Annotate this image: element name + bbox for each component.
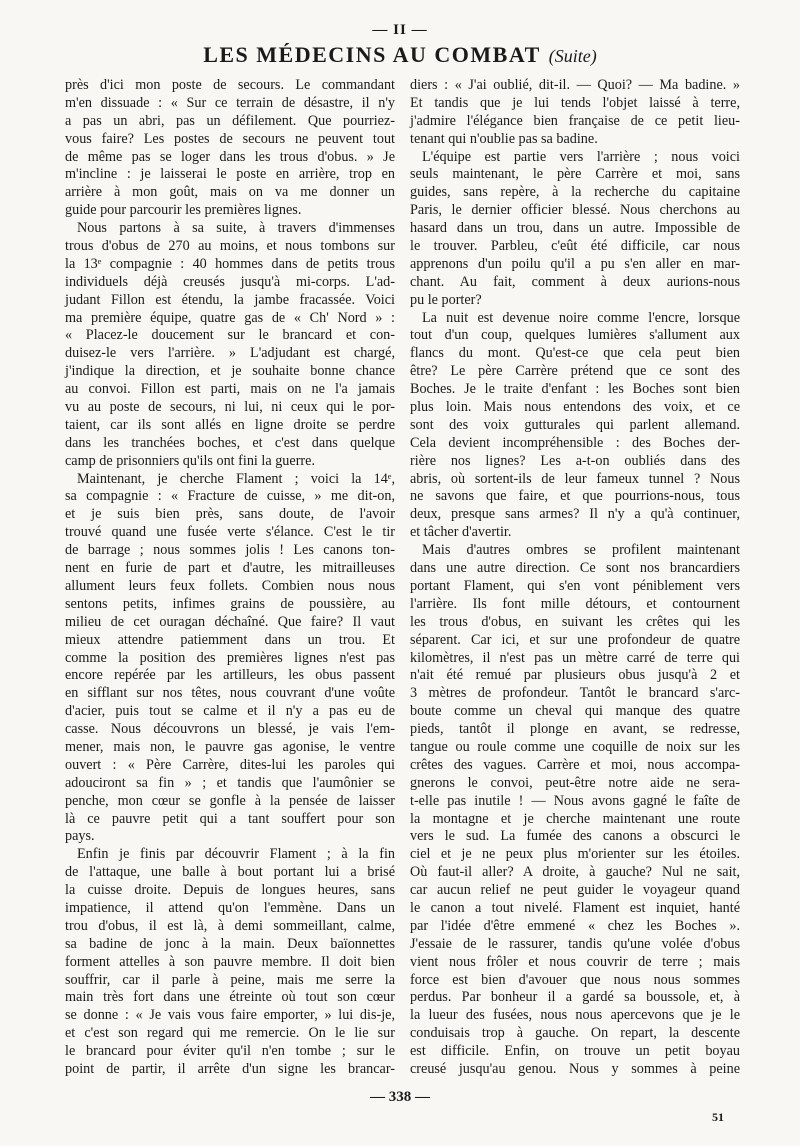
text-line: L'équipe est partie vers l'arrière ; nous voici: [422, 148, 740, 165]
text-line: portant Flament, qui s'en vont péniblement vers: [410, 577, 740, 594]
text-line: trouvé quand une fusée verte s'élance. C'est le tir: [65, 524, 395, 541]
text-column-right: [410, 77, 740, 1079]
text-line: et tâcher d'avertir.: [410, 524, 512, 541]
text-line: chant. Au fait, comment à deux aurions-nous: [410, 273, 740, 290]
printer-signature-mark: 51: [712, 1110, 724, 1124]
text-line: 3 mètres de profondeur. Tantôt le brancard s'arc-: [410, 685, 740, 702]
text-line: en sifflant sur nos têtes, nous couvrant d'une voûte: [65, 685, 395, 702]
text-line: deux, presque sans armes? Il n'y a qu'à continuer,: [410, 506, 740, 523]
text-line: Où faut-il aller? A droite, à gauche? Nul ne sait,: [410, 864, 740, 881]
text-line: J'essaie de le rassurer, tandis qu'une volée d'obus: [410, 935, 740, 952]
text-line: trou d'obus, il est là, à demi sommeillant, calme,: [65, 917, 395, 934]
text-line: adouciront sa fin » ; et tandis que l'aumônier se: [65, 774, 395, 791]
text-line: sa compagnie : « Fracture de cuisse, » me dit-on,: [65, 488, 395, 505]
text-line: dans une autre direction. Ce sont nos brancardiers: [410, 560, 740, 577]
page-number: — 338 —: [370, 1089, 430, 1105]
text-line: est difficile. Enfin, on trouve un petit boyau: [410, 1043, 740, 1060]
text-line: vient nous frôler et nous couvrir de terre ; mais: [410, 953, 740, 970]
article-title-suffix: (Suite): [548, 46, 597, 66]
text-line: arrière à mon goût, mais on va me donner un: [65, 184, 395, 201]
paragraph: [410, 149, 740, 310]
text-line: t-elle pas inutile ! — Nous avons gagné le faîte de: [410, 792, 740, 809]
text-line: m'incline : je laisserai le poste en arrière, trop en: [65, 166, 395, 183]
text-line: nent en furie de part et d'autre, les mitrailleuses: [65, 560, 395, 577]
paragraph: [410, 77, 740, 149]
paragraph: [410, 542, 740, 1079]
text-line: allument leurs feux follets. Combien nous nous: [65, 577, 395, 594]
text-line: vous faire? Les postes de secours ne peuvent tout: [65, 130, 395, 147]
article-title-text: LES MÉDECINS AU COMBAT: [203, 42, 541, 67]
text-line: pu le porter?: [410, 291, 482, 308]
text-line: de même pas se loger dans les trous d'obus. » Je: [65, 148, 395, 165]
section-folio: — II —: [372, 22, 428, 38]
text-line: au convoi. Fillon est parti, mais on ne l'a jamais: [65, 381, 395, 398]
text-line: de l'attaque, une balle à bout portant lui a brisé: [65, 864, 395, 881]
text-line: la lueur des fusées, nous nous apercevons que je le: [410, 1007, 740, 1024]
text-line: trous d'obus de 270 au moins, et nous tombons sur: [65, 238, 395, 255]
text-line: point de partir, il arrête d'un signe les brancar-: [65, 1060, 395, 1077]
text-line: kilomètres, il n'est pas un mètre carré de terre qui: [410, 649, 740, 666]
text-line: encore repérée par les artilleurs, les obus passent: [65, 667, 395, 684]
text-line: et je suis bien près, sans doute, de l'avoir: [65, 506, 395, 523]
text-line: taient, car ils sont allés en ligne droite se perdre: [65, 416, 395, 433]
text-line: Enfin je finis par découvrir Flament ; à la fin: [77, 846, 395, 863]
text-line: tangue ou roule comme une coquille de noix sur les: [410, 738, 740, 755]
text-line: milieu de cet ouragan déchaîné. Que faire? Il vaut: [65, 613, 395, 630]
text-line: mieux attendre patiemment dans un trou. Et: [65, 631, 395, 648]
text-line: impatience, il attend qu'on l'emmène. Dans un: [65, 899, 395, 916]
text-line: les trous d'obus, en suivant les crêtes qui les: [410, 613, 740, 630]
text-line: forment attelles à son pauvre membre. Il doit bien: [65, 953, 395, 970]
text-line: d'acier, puis tout se calme et il n'y a pas eu de: [65, 703, 395, 720]
text-line: ouvert : « Père Carrère, dites-lui les paroles qui: [65, 756, 395, 773]
text-line: souffrir, car il parle à peine, mais me serre la: [65, 971, 395, 988]
text-line: Et tandis que je lui tends l'objet laissé à terre,: [410, 94, 740, 111]
text-line: pays.: [65, 828, 95, 845]
text-line: car aucun relief ne peut guider le voyageur quand: [410, 882, 740, 899]
text-line: apprenons d'un poilu qu'il a pu s'en aller en mar-: [410, 255, 740, 272]
text-line: par l'idée d'être emmené « chez les Boches ».: [410, 917, 740, 934]
text-line: camp de prisonniers qu'ils ont fini la guerre.: [65, 452, 315, 469]
text-line: Cela devient incompréhensible : des Boches der-: [410, 434, 740, 451]
text-line: force est bien d'avouer que nous nous sommes: [410, 971, 740, 988]
text-line: boute comme un cheval qui manque des quatre: [410, 703, 740, 720]
text-line: le trouver. Parbleu, c'eût été difficile, car nous: [410, 238, 740, 255]
text-line: m'en dissuade : « Sur ce terrain de désastre, il n'y: [65, 94, 395, 111]
text-line: Mais d'autres ombres se profilent maintenant: [422, 542, 740, 559]
text-line: vers le sud. La fumée des canons a obscurci le: [410, 828, 740, 845]
text-line: ciel et je ne peux plus m'orienter sur les étoiles.: [410, 846, 740, 863]
text-line: perdus. Par bonheur il a gardé sa boussole, et, à: [410, 989, 740, 1006]
text-line: abris, où sortent-ils de leur fameux tunnel ? Nous: [410, 470, 740, 487]
text-line: dans les tranchées boches, et c'est dans quelque: [65, 434, 395, 451]
text-line: guides, sans repère, à la recherche du capitaine: [410, 184, 740, 201]
text-line: gnerons le convoi, peut-être notre aide ne sera-: [410, 774, 740, 791]
text-line: plus loin. Mais nous entendons des voix, et ce: [410, 399, 740, 416]
paragraph: [65, 220, 395, 470]
text-line: Maintenant, je cherche Flament ; voici la 14ᵉ,: [77, 470, 395, 487]
text-line: guide pour parcourir les premières lignes.: [65, 202, 302, 219]
text-line: comme la position des premières lignes n'est pas: [65, 649, 395, 666]
paragraph: [65, 77, 395, 220]
text-line: séparent. Car ici, et sur une profondeur de quatre: [410, 631, 740, 648]
text-line: sentons petits, infimes grains de poussière, au: [65, 595, 395, 612]
text-line: a pas un abri, pas un défilement. Que pourriez-: [65, 112, 395, 129]
paragraph: [410, 310, 740, 543]
text-line: j'admire l'élégance bien française de ce petit lieu-: [410, 112, 740, 129]
paragraph: [65, 846, 395, 1079]
text-line: être? Le père Carrère prétend que ce sont des: [410, 363, 740, 380]
text-line: Nous partons à sa suite, à travers d'immenses: [77, 220, 395, 237]
text-line: « Placez-le doucement sur le brancard et con-: [65, 327, 395, 344]
text-line: sont des voix gutturales qui parlent allemand.: [410, 416, 740, 433]
text-line: ne savons que faire, et que pourrions-nous, tous: [410, 488, 740, 505]
text-line: ma première équipe, quatre gas de « Ch' Nord » :: [65, 309, 395, 326]
text-line: mener, mais non, le pauvre gas agonise, le ventre: [65, 738, 395, 755]
text-column-left: [65, 77, 395, 1079]
text-line: là ce pauvre petit qui a tant souffert pour son: [65, 810, 395, 827]
text-line: seuls maintenant, le père Carrère et moi, sans: [410, 166, 740, 183]
text-line: judant Fillon est étendu, la jambe fracassée. Voici: [65, 291, 395, 308]
text-line: individuels déjà creusés jusqu'à mi-corps. L'ad-: [65, 273, 395, 290]
text-line: casse. Nous découvrons un blessé, je vais l'em-: [65, 721, 395, 738]
text-line: et c'est son regard qui me remercie. On le lie sur: [65, 1025, 395, 1042]
text-line: Paris, le dernier officier blessé. Nous cherchons au: [410, 202, 740, 219]
text-line: diers : « J'ai oublié, dit-il. — Quoi? — Ma badine. »: [410, 77, 740, 93]
text-line: j'indique la direction, et je souhaite bonne chance: [65, 363, 395, 380]
text-line: le canon a tout nivelé. Flament est inquiet, hanté: [410, 899, 740, 916]
text-line: main très fort dans une étreinte où tout son cœur: [65, 989, 395, 1006]
text-line: sa badine de jonc à la main. Deux baïonnettes: [65, 935, 395, 952]
paragraph: [65, 471, 395, 847]
text-line: creusé jusqu'au genou. Nous y sommes à peine: [410, 1060, 740, 1077]
text-line: la montagne et je cherche maintenant une route: [410, 810, 740, 827]
text-line: La nuit est devenue noire comme l'encre, lorsque: [422, 309, 740, 326]
text-line: la 13ᵉ compagnie : 40 hommes dans de petits trous: [65, 255, 395, 272]
text-line: près d'ici mon poste de secours. Le commandant: [65, 77, 395, 93]
text-line: l'arrière. Ils font mille détours, et contournent: [410, 595, 740, 612]
text-line: pieds, tantôt il plonge en avant, se redresse,: [410, 721, 740, 738]
text-line: le brancard pour éviter qu'il n'en tombe ; sur le: [65, 1043, 395, 1060]
text-line: n'ait été remué par plusieurs obus jusqu'à 2 et: [410, 667, 740, 684]
text-line: hasard dans un trou, dans un autre. Impossible de: [410, 220, 740, 237]
text-line: conduisais trop à gauche. On repart, la descente: [410, 1025, 740, 1042]
text-line: duisez-le vers l'arrière. » L'adjudant est chargé,: [65, 345, 395, 362]
text-line: tenant qui n'oublie pas sa badine.: [410, 130, 598, 147]
text-line: flancs du mont. Qu'est-ce que cela peut bien: [410, 345, 740, 362]
text-line: Boches. Je le traite d'enfant : les Boches sont bien: [410, 381, 740, 398]
text-line: se donne : « Je vais vous faire emporter, » lui dis-je,: [65, 1007, 395, 1024]
text-line: penche, mon cœur se gonfle à la pensée de laisser: [65, 792, 395, 809]
text-line: la cuisse droite. Depuis de longues heures, sans: [65, 882, 395, 899]
text-line: de barrage ; nous sommes jolis ! Les canons ton-: [65, 542, 395, 559]
text-line: rière nos lignes? Les a-t-on oubliés dans des: [410, 452, 740, 469]
text-line: tout d'un coup, quelques lumières s'allument aux: [410, 327, 740, 344]
text-line: crêtes des vagues. Carrère et moi, nous accompa-: [410, 756, 740, 773]
article-title: [0, 42, 800, 68]
text-line: vu au poste de secours, ni lui, ni ceux qui le por-: [65, 399, 395, 416]
